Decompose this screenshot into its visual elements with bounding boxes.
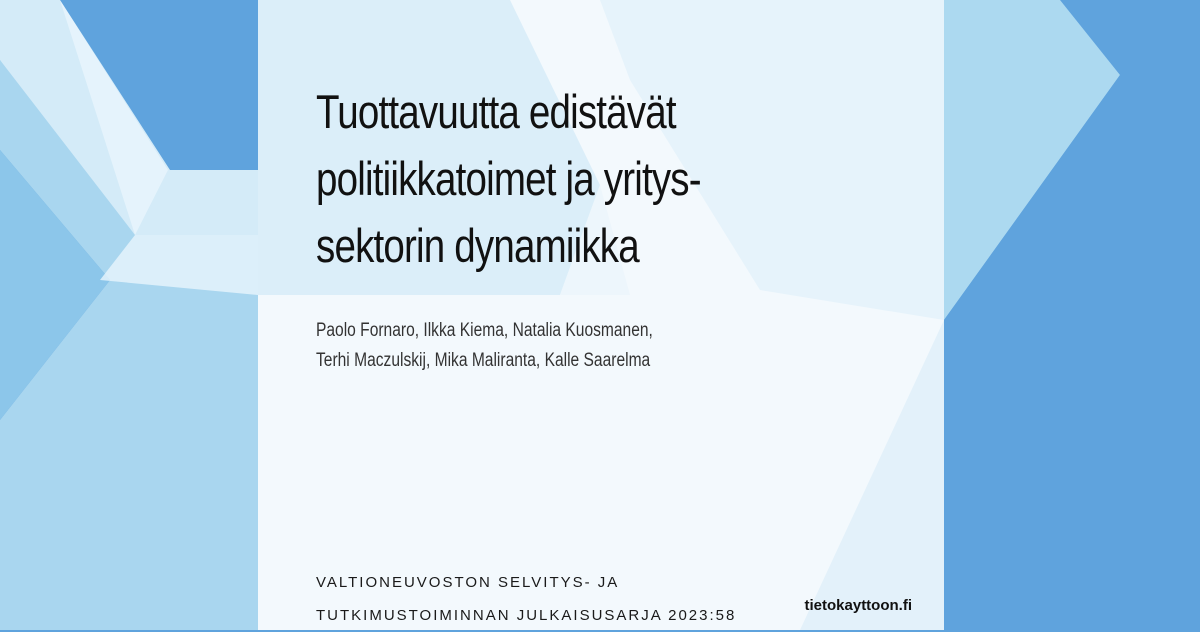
- title-line: sektorin dynamiikka: [316, 219, 639, 272]
- title-line: politiikkatoimet ja yritys-: [316, 152, 701, 205]
- author-line: Paolo Fornaro, Ilkka Kiema, Natalia Kuosmanen,: [316, 320, 653, 341]
- publication-title: [316, 78, 808, 279]
- author-list: [316, 316, 742, 376]
- author-line: Terhi Maczulskij, Mika Maliranta, Kalle Saarelma: [316, 350, 651, 371]
- publication-series: [316, 566, 736, 632]
- series-line: TUTKIMUSTOIMINNAN JULKAISUSARJA 2023:58: [316, 607, 737, 624]
- series-line: VALTIONEUVOSTON SELVITYS- JA: [316, 574, 620, 591]
- title-line: Tuottavuutta edistävät: [316, 85, 676, 138]
- website-link[interactable]: tietokayttoon.fi: [804, 597, 912, 614]
